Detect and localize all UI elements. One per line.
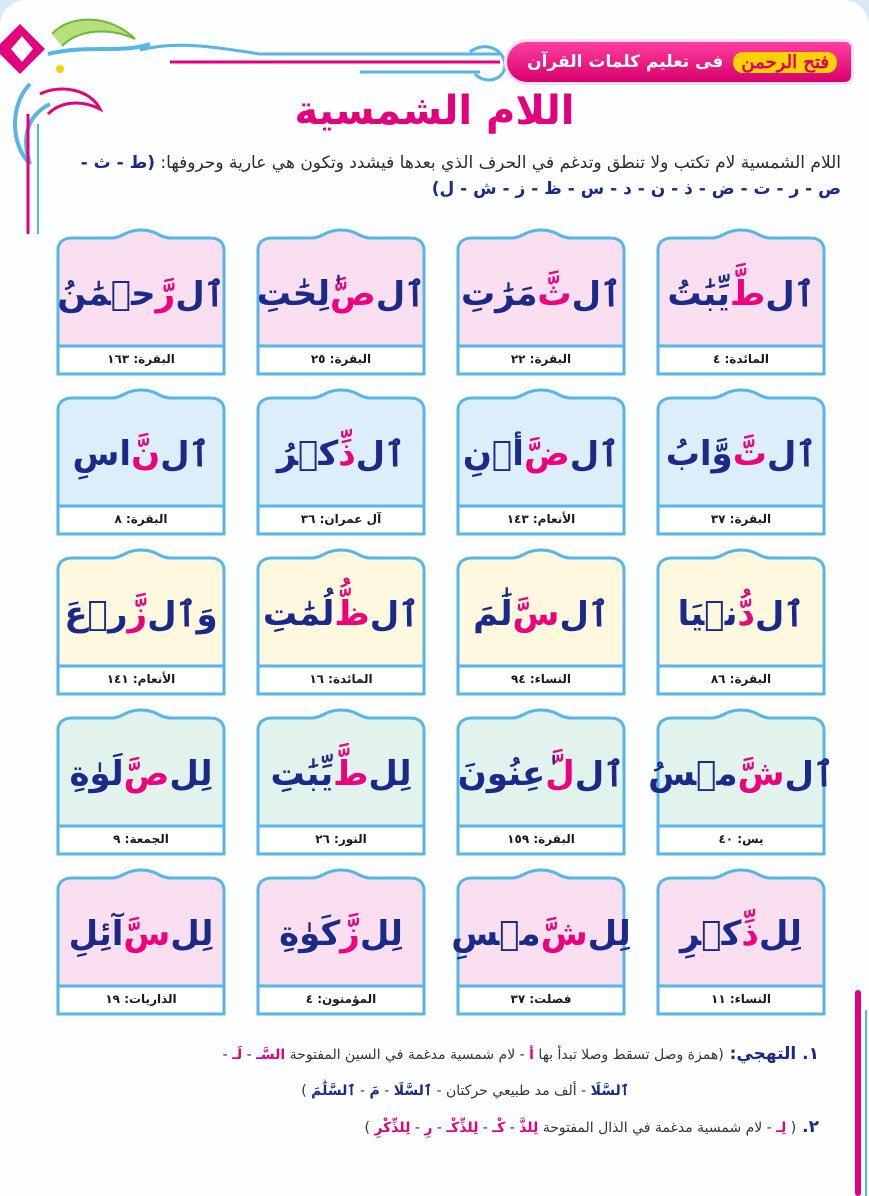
- word-card: [452, 388, 630, 538]
- word-prefix: ٱل: [569, 434, 620, 475]
- note-line: [60, 1036, 819, 1073]
- verse-reference: البقرة: ١٥٩: [507, 832, 575, 846]
- verse-reference: آل عمران: ٣٦: [300, 512, 382, 526]
- side-decoration: [855, 990, 861, 1196]
- word-shamsi-letter: لَّ: [545, 754, 575, 794]
- word-shamsi-letter: ذِّ: [741, 914, 759, 954]
- word-shamsi-letter: طَّ: [333, 754, 369, 794]
- verse-reference: المائدة: ٤: [713, 352, 769, 366]
- note-segment: ٱلسَّلَٰمَ: [311, 1083, 356, 1099]
- word-prefix: ٱل: [175, 274, 225, 315]
- word-suffix: مَرَٰتِ: [461, 274, 538, 314]
- quran-word: [52, 730, 230, 818]
- word-shamsi-letter: تَّ: [732, 434, 767, 474]
- note-segment: -: [432, 1120, 447, 1136]
- verse-reference: النساء: ٩٤: [511, 672, 572, 686]
- word-suffix: مۡسُ: [648, 754, 738, 794]
- word-suffix: اسِ: [72, 434, 132, 474]
- word-shamsi-letter: رَّ: [155, 274, 176, 314]
- word-shamsi-letter: صَّ: [123, 754, 170, 794]
- quran-word: [252, 250, 430, 338]
- word-suffix: لَوٰةِ: [69, 754, 124, 794]
- verse-reference: المؤمنون: ٤: [305, 992, 377, 1006]
- note-heading: التهجي:: [723, 1044, 797, 1064]
- verse-reference: البقرة: ٢٥: [310, 352, 372, 366]
- word-card: [452, 228, 630, 378]
- word-suffix: ٰلِحَٰتِ: [256, 274, 331, 314]
- word-prefix: لِل: [170, 914, 214, 954]
- verse-reference: الجمعة: ٩: [113, 832, 169, 846]
- intro-paragraph: [80, 150, 841, 202]
- word-suffix: نۡيَا: [677, 594, 738, 634]
- word-shamsi-letter: سَّ: [512, 594, 560, 634]
- word-suffix: كۡرِ: [680, 914, 742, 954]
- verse-reference: البقرة: ٨٦: [710, 672, 772, 686]
- notes-section: [60, 1036, 819, 1146]
- note-segment: ٱلسَّلَا: [590, 1083, 629, 1099]
- note-segment: - لام شمسية مدغمة في الذال المفتوحة: [538, 1120, 777, 1136]
- note-segment: لَـ: [232, 1047, 243, 1063]
- note-segment: -: [222, 1047, 233, 1063]
- quran-word: [252, 890, 430, 978]
- verse-reference: الأنعام: ١٤٣: [506, 512, 576, 526]
- word-suffix: كۡرُ: [276, 434, 339, 474]
- word-card: [252, 228, 430, 378]
- word-prefix: وَٱل: [147, 594, 218, 635]
- quran-word: [252, 410, 430, 498]
- word-card: [652, 228, 830, 378]
- word-suffix: مۡسِ: [451, 914, 541, 954]
- word-shamsi-letter: ظُّ: [334, 594, 370, 634]
- quran-word: [252, 730, 430, 818]
- note-number: ١.: [796, 1044, 819, 1064]
- word-suffix: أۡنِ: [462, 434, 524, 474]
- word-shamsi-letter: دُّ: [737, 594, 755, 634]
- note-segment: -: [410, 1120, 425, 1136]
- word-shamsi-letter: ذِّ: [338, 434, 356, 474]
- note-segment: ): [301, 1083, 312, 1099]
- word-prefix: ٱل: [766, 434, 817, 475]
- word-card: [452, 548, 630, 698]
- word-prefix: ٱل: [375, 274, 426, 315]
- quran-word: [52, 410, 230, 498]
- quran-word: [52, 890, 230, 978]
- word-shamsi-letter: زَّ: [340, 914, 360, 954]
- word-shamsi-letter: ضَّ: [523, 434, 570, 474]
- note-line: [60, 1109, 819, 1146]
- verse-reference: فصلت: ٣٧: [510, 992, 572, 1006]
- word-shamsi-letter: سَّ: [123, 914, 171, 954]
- word-prefix: لِل: [587, 914, 631, 954]
- word-shamsi-letter: ثَّ: [537, 274, 572, 314]
- quran-word: [452, 730, 630, 818]
- word-card: [652, 388, 830, 538]
- word-card: [452, 868, 630, 1018]
- quran-word: [648, 730, 834, 818]
- quran-word: [652, 890, 830, 978]
- verse-reference: يس: ٤٠: [718, 832, 764, 846]
- series-subtitle: فى تعليم كلمات القرآن: [527, 52, 724, 72]
- page-title: اللام الشمسية: [294, 88, 575, 134]
- verse-reference: البقرة: ٨: [114, 512, 168, 526]
- word-suffix: ٰعِنُونَ: [457, 754, 546, 794]
- word-card: [452, 708, 630, 858]
- word-shamsi-letter: شَّ: [540, 914, 588, 954]
- word-prefix: ٱل: [355, 434, 406, 475]
- word-prefix: لِل: [368, 754, 412, 794]
- word-card: [52, 868, 230, 1018]
- note-segment: لِـ: [776, 1120, 787, 1136]
- word-card: [652, 548, 830, 698]
- note-segment: - لام شمسية مدغمة في السين المفتوحة: [285, 1047, 530, 1063]
- word-prefix: لِل: [169, 754, 213, 794]
- verse-reference: البقرة: ٣٧: [710, 512, 772, 526]
- quran-word: [652, 250, 830, 338]
- note-line: [60, 1073, 819, 1109]
- word-suffix: كَوٰةِ: [279, 914, 341, 954]
- word-card: [252, 708, 430, 858]
- word-card: [52, 548, 230, 698]
- header-divider-icon: [140, 40, 510, 90]
- quran-word: [52, 250, 230, 338]
- word-prefix: ٱل: [784, 754, 834, 795]
- word-card: [252, 388, 430, 538]
- quran-word: [452, 250, 630, 338]
- word-card: [52, 708, 230, 858]
- quran-word: [452, 890, 630, 978]
- note-segment: لِلذِّكْـ: [446, 1120, 479, 1136]
- word-prefix: لِل: [359, 914, 403, 954]
- word-prefix: ٱل: [754, 594, 805, 635]
- word-card: [252, 868, 430, 1018]
- note-segment: -: [478, 1120, 493, 1136]
- note-segment: -: [379, 1083, 394, 1099]
- note-segment: لِلذِّكْرِ: [374, 1120, 411, 1136]
- note-segment: - ألف مد طبيعي حركتان -: [432, 1083, 591, 1099]
- side-decoration-line: [865, 1010, 867, 1196]
- note-segment: كْـ: [492, 1120, 506, 1136]
- word-suffix: يِّبَٰتِ: [270, 754, 334, 794]
- word-prefix: ٱل: [160, 434, 210, 475]
- word-suffix: يِّبَٰتُ: [667, 274, 730, 314]
- word-card: [52, 228, 230, 378]
- quran-word: [252, 570, 430, 658]
- note-segment: (: [786, 1120, 797, 1136]
- word-card: [52, 388, 230, 538]
- note-segment: رِ: [424, 1120, 433, 1136]
- verse-reference: الذاريات: ١٩: [105, 992, 177, 1006]
- word-suffix: آئِلِ: [68, 914, 124, 954]
- note-number: ٢.: [796, 1117, 819, 1137]
- note-segment: -: [505, 1120, 520, 1136]
- word-shamsi-letter: شَّ: [737, 754, 785, 794]
- verse-reference: النساء: ١١: [711, 992, 772, 1006]
- word-suffix: حۡمَٰنُ: [57, 274, 156, 314]
- word-suffix: رۡعَ: [64, 594, 128, 634]
- note-segment: -: [242, 1047, 257, 1063]
- verse-reference: البقرة: ١٦٣: [107, 352, 175, 366]
- word-prefix: ٱل: [765, 274, 815, 315]
- verse-reference: المائدة: ١٦: [309, 672, 373, 686]
- note-segment: السَّـ: [256, 1047, 286, 1063]
- word-prefix: ٱل: [571, 274, 621, 315]
- verse-reference: النور: ٢٦: [315, 832, 367, 846]
- intro-letters: (ط - ث - ص - ر - ت - ض - ذ - ن - د - س - ظ - ز - ش - ل): [80, 153, 841, 199]
- note-segment: ): [364, 1120, 375, 1136]
- intro-text: اللام الشمسية لام تكتب ولا تنطق وتدغم في الحرف الذي بعدها فيشدد وتكون هي عارية وحروفها:: [160, 153, 841, 173]
- word-card: [652, 868, 830, 1018]
- quran-word: [652, 570, 830, 658]
- note-segment: أ: [529, 1047, 534, 1063]
- quran-word: [52, 570, 230, 658]
- word-shamsi-letter: طَّ: [729, 274, 766, 314]
- note-segment: ٱلسَّلَا: [393, 1083, 433, 1099]
- word-suffix: وَّابُ: [665, 434, 733, 474]
- quran-word: [452, 570, 630, 658]
- word-prefix: ٱل: [559, 594, 609, 635]
- word-prefix: ٱل: [369, 594, 420, 635]
- word-shamsi-letter: نَّ: [131, 434, 161, 474]
- series-badge: [507, 42, 851, 82]
- quran-word: [652, 410, 830, 498]
- word-suffix: لُمَٰتِ: [262, 594, 335, 634]
- series-logo: فتح الرحمن: [733, 52, 837, 73]
- quran-word: [452, 410, 630, 498]
- word-shamsi-letter: زَّ: [127, 594, 148, 634]
- verse-reference: الأنعام: ١٤١: [106, 672, 176, 686]
- note-segment: -: [355, 1083, 370, 1099]
- word-card: [648, 708, 834, 858]
- note-segment: لِلذَّ: [519, 1120, 539, 1136]
- word-prefix: ٱل: [574, 754, 625, 795]
- word-shamsi-letter: صَّ: [330, 274, 376, 314]
- word-prefix: لِل: [758, 914, 802, 954]
- verse-reference: البقرة: ٢٢: [510, 352, 572, 366]
- note-segment: (همزة وصل تسقط وصلا تبدأ بها: [533, 1047, 724, 1063]
- word-card: [252, 548, 430, 698]
- word-suffix: لَٰمَ: [473, 594, 513, 634]
- note-segment: مَ: [369, 1083, 380, 1099]
